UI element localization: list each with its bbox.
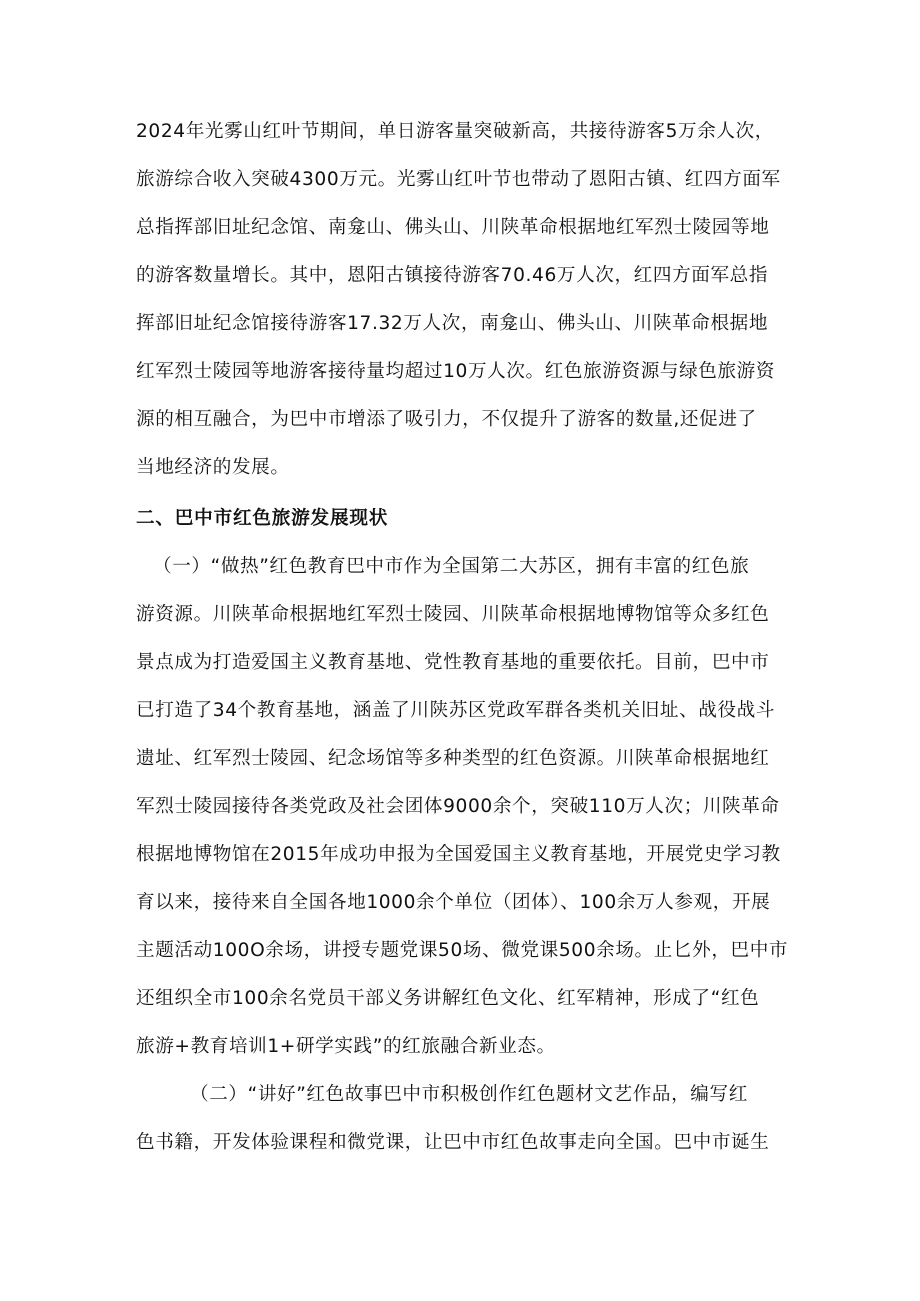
- paragraph-2-line-11: 旅游+教育培训1+研学实践”的红旅融合新业态。: [136, 1036, 556, 1057]
- paragraph-2-line-4: 已打造了34个教育基地，涵盖了川陕苏区党政军群各类机关旧址、战役战斗: [136, 700, 776, 721]
- paragraph-2-line-2: 游资源。川陕革命根据地红军烈士陵园、川陕革命根据地博物馆等众多红色: [136, 604, 770, 625]
- paragraph-2-line-6: 军烈士陵园接待各类党政及社会团体9000余个，突破110万人次；川陕革命: [136, 796, 780, 817]
- paragraph-3-line-2: 色书籍，开发体验课程和微党课，让巴中市红色故事走向全国。巴中市诞生: [136, 1132, 770, 1153]
- paragraph-1-line-6: 红军烈士陵园等地游客接待量均超过10万人次。红色旅游资源与绿色旅游资: [136, 361, 776, 382]
- paragraph-2-line-5: 遗址、红军烈士陵园、纪念场馆等多种类型的红色资源。川陕革命根据地红: [136, 748, 770, 769]
- section-heading: 二、巴中市红色旅游发展现状: [136, 508, 389, 529]
- paragraph-2-line-9: 主题活动100O余场，讲授专题党课50场、微党课500余场。止匕外，巴中市: [136, 940, 789, 961]
- paragraph-1-line-2: 旅游综合收入突破4300万元。光雾山红叶节也带动了恩阳古镇、红四方面军: [136, 169, 781, 190]
- paragraph-2-line-7: 根据地博物馆在2015年成功申报为全国爱国主义教育基地，开展党史学习教: [136, 844, 781, 865]
- paragraph-2-line-10: 还组织全市100余名党员干部义务讲解红色文化、红军精神，形成了“红色: [136, 988, 760, 1009]
- paragraph-2-line-8: 育以来，接待来自全国各地1000余个单位（团体）、100余万人参观，开展: [136, 892, 771, 913]
- paragraph-1-line-7: 源的相互融合，为巴中市增添了吸引力，不仅提升了游客的数量,还促进了: [136, 409, 757, 430]
- paragraph-1-line-8: 当地经济的发展。: [136, 457, 290, 478]
- paragraph-1-line-1: 2024年光雾山红叶节期间，单日游客量突破新高，共接待游客5万余人次，: [136, 121, 774, 142]
- paragraph-1-line-5: 挥部旧址纪念馆接待游客17.32万人次，南龛山、佛头山、川陕革命根据地: [136, 313, 769, 334]
- paragraph-3-line-1: （二）“讲好”红色故事巴中市积极创作红色题材文艺作品，编写红: [190, 1084, 748, 1105]
- paragraph-1-line-4: 的游客数量增长。其中，恩阳古镇接待游客70.46万人次，红四方面军总指: [136, 265, 769, 286]
- paragraph-1-line-3: 总指挥部旧址纪念馆、南龛山、佛头山、川陕革命根据地红军烈士陵园等地: [136, 217, 770, 238]
- paragraph-2-line-3: 景点成为打造爱国主义教育基地、党性教育基地的重要依托。目前，巴中市: [136, 652, 770, 673]
- paragraph-2-line-1: （一）“做热”红色教育巴中市作为全国第二大苏区，拥有丰富的红色旅: [153, 556, 750, 577]
